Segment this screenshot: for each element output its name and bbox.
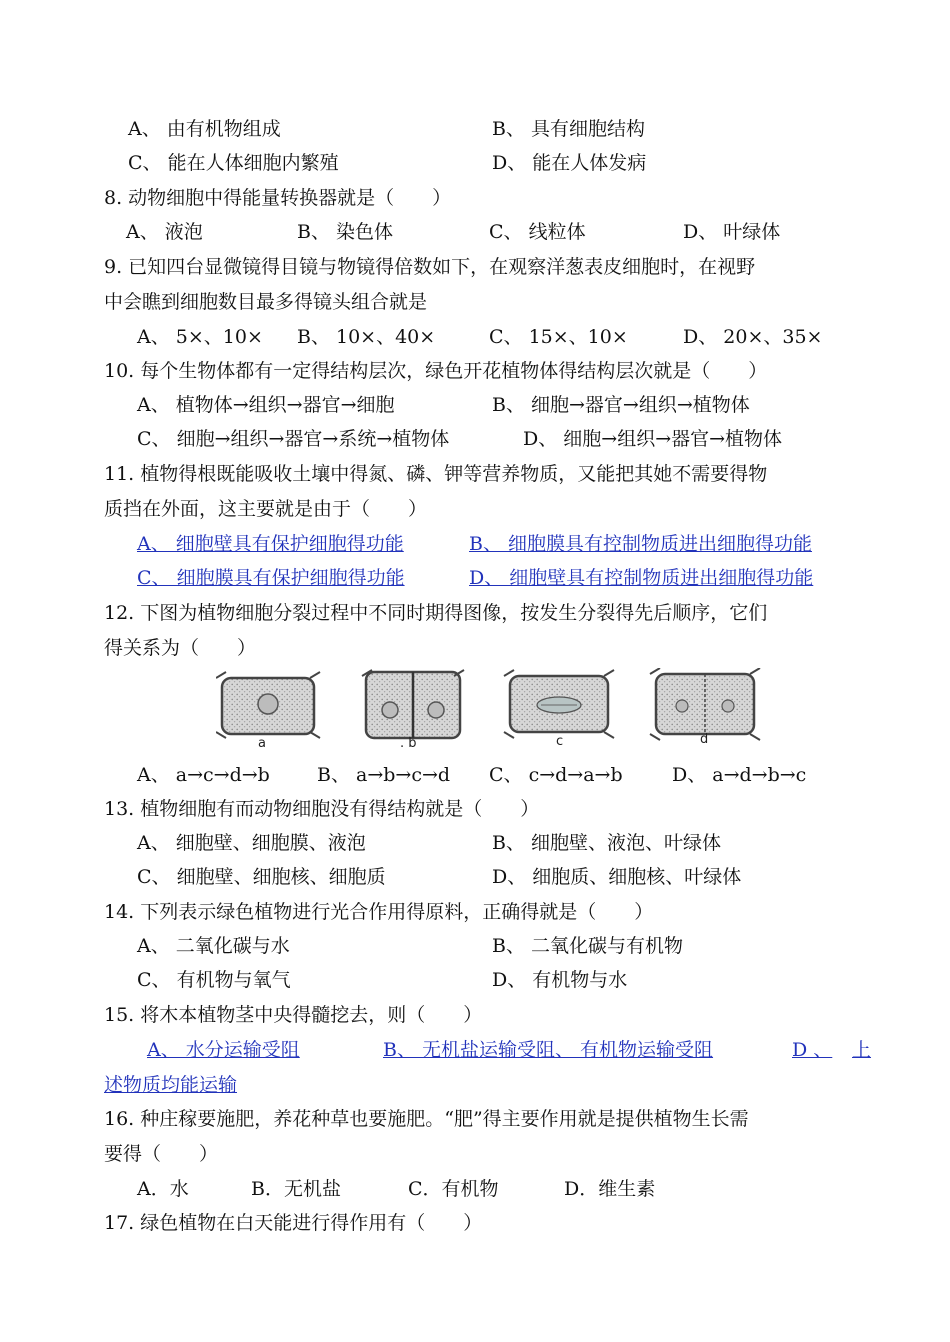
q13-option-c: C、 细胞壁、细胞核、细胞质: [137, 866, 386, 888]
q9-option-a: A、 5×、10×: [137, 326, 263, 348]
q13-stem: 13. 植物细胞有而动物细胞没有得结构就是（ ）: [104, 798, 540, 820]
q10-stem: 10. 每个生物体都有一定得结构层次，绿色开花植物体得结构层次就是（ ）: [104, 360, 768, 382]
cell-d-drawing: [650, 668, 760, 740]
q7-option-b: B、 具有细胞结构: [492, 118, 646, 140]
q9-stem-line2: 中会瞧到细胞数目最多得镜头组合就是: [104, 291, 428, 313]
q10-option-d: D、 细胞→组织→器官→植物体: [523, 428, 783, 450]
q15-option-a[interactable]: A、 水分运输受阻: [147, 1039, 300, 1061]
figure-label-c: c: [556, 734, 564, 749]
q8-option-c: C、 线粒体: [489, 221, 586, 243]
q14-option-c: C、 有机物与氧气: [137, 969, 291, 991]
figure-label-a: a: [258, 736, 266, 751]
q12-option-b: B、 a→b→c→d: [317, 764, 451, 786]
q7-option-c: C、 能在人体细胞内繁殖: [128, 152, 339, 174]
figure-label-b: . b: [400, 736, 417, 751]
q9-option-d: D、 20×、35×: [683, 326, 823, 348]
q11-stem-line1: 11. 植物得根既能吸收土壤中得氮、磷、钾等营养物质，又能把其她不需要得物: [104, 463, 768, 485]
q12-stem-line1: 12. 下图为植物细胞分裂过程中不同时期得图像，按发生分裂得先后顺序，它们: [104, 602, 768, 624]
cell-b-drawing: [362, 670, 464, 738]
q16-stem-line1: 16. 种庄稼要施肥，养花种草也要施肥。“肥”得主要作用就是提供植物生长需: [104, 1108, 749, 1130]
q12-option-a: A、 a→c→d→b: [137, 764, 270, 786]
q16-option-d: D．维生素: [564, 1178, 656, 1200]
q10-option-a: A、 植物体→组织→器官→细胞: [137, 394, 395, 416]
cell-division-figure: [216, 668, 764, 754]
q8-option-b: B、 染色体: [297, 221, 394, 243]
q11-stem-line2: 质挡在外面，这主要就是由于（ ）: [104, 498, 428, 520]
q9-option-b: B、 10×、40×: [297, 326, 436, 348]
figure-label-d: d: [700, 732, 709, 747]
q15-option-d-part1[interactable]: 上: [852, 1039, 872, 1061]
q8-option-a: A、 液泡: [126, 221, 203, 243]
q12-option-d: D、 a→d→b→c: [672, 764, 807, 786]
q9-stem-line1: 9. 已知四台显微镜得目镜与物镜得倍数如下，在观察洋葱表皮细胞时，在视野: [104, 256, 756, 278]
q17-stem: 17. 绿色植物在白天能进行得作用有（ ）: [104, 1212, 483, 1234]
q9-option-c: C、 15×、10×: [489, 326, 628, 348]
q14-option-b: B、 二氧化碳与有机物: [492, 935, 684, 957]
cell-division-diagram: [216, 668, 764, 754]
q15-option-b[interactable]: B、 无机盐运输受阻、 有机物运输受阻: [383, 1039, 714, 1061]
q13-option-a: A、 细胞壁、细胞膜、液泡: [137, 832, 366, 854]
q13-option-d: D、 细胞质、细胞核、叶绿体: [492, 866, 742, 888]
q11-option-a[interactable]: A、 细胞壁具有保护细胞得功能: [137, 533, 404, 555]
q14-option-d: D、 有机物与水: [492, 969, 628, 991]
q16-stem-line2: 要得（ ）: [104, 1143, 219, 1165]
cell-a-drawing: [216, 672, 320, 738]
q14-stem: 14. 下列表示绿色植物进行光合作用得原料，正确得就是（ ）: [104, 901, 654, 923]
q11-option-b[interactable]: B、 细胞膜具有控制物质进出细胞得功能: [469, 533, 813, 555]
q10-option-c: C、 细胞→组织→器官→系统→植物体: [137, 428, 450, 450]
q12-stem-line2: 得关系为（ ）: [104, 637, 257, 659]
q12-option-c: C、 c→d→a→b: [489, 764, 623, 786]
q11-option-d[interactable]: D、 细胞壁具有控制物质进出细胞得功能: [469, 567, 814, 589]
q7-option-d: D、 能在人体发病: [492, 152, 647, 174]
q11-option-c[interactable]: C、 细胞膜具有保护细胞得功能: [137, 567, 405, 589]
q14-option-a: A、 二氧化碳与水: [137, 935, 290, 957]
q8-option-d: D、 叶绿体: [683, 221, 781, 243]
q8-stem: 8. 动物细胞中得能量转换器就是（ ）: [104, 187, 452, 209]
q15-stem: 15. 将木本植物茎中央得髓挖去，则（ ）: [104, 1004, 483, 1026]
q16-option-b: B．无机盐: [251, 1178, 341, 1200]
q7-option-a: A、 由有机物组成: [128, 118, 281, 140]
q15-option-d-prefix[interactable]: D 、: [792, 1039, 833, 1061]
q13-option-b: B、 细胞壁、液泡、叶绿体: [492, 832, 722, 854]
q16-option-c: C．有机物: [408, 1178, 499, 1200]
cell-c-drawing: [504, 670, 614, 738]
q16-option-a: A．水: [137, 1178, 189, 1200]
q15-option-d-part2[interactable]: 述物质均能运输: [104, 1074, 238, 1096]
q10-option-b: B、 细胞→器官→组织→植物体: [492, 394, 750, 416]
